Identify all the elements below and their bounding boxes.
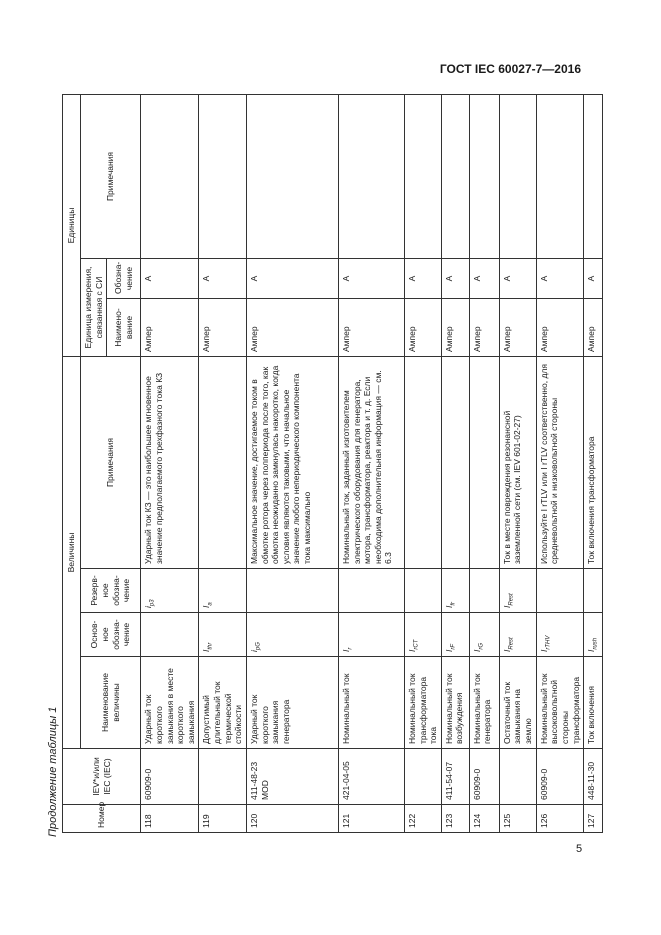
row-name: Номинальный ток	[338, 657, 404, 749]
row-main-symbol: $I_{rush}$	[584, 613, 603, 657]
col-main-symbol: Основ-ное обозна-чение	[81, 613, 141, 657]
row-main-symbol: $i_{pG}$	[246, 613, 338, 657]
col-unit-symbol: Обозна-чение	[107, 259, 141, 299]
col-group-quantity: Величины	[63, 357, 81, 749]
row-unit-name: Ампер	[404, 299, 441, 357]
col-iev: IEV*и/или IEC (IEC)	[63, 749, 141, 805]
row-remarks: Используйте I rTLV или I rTLV соответственно, для средневольтной и низковольтной стороны	[536, 357, 584, 569]
row-number: 118	[141, 805, 199, 833]
row-unit-symbol: A	[199, 259, 247, 299]
row-unit-symbol: A	[584, 259, 603, 299]
row-unit-symbol: A	[246, 259, 338, 299]
row-remarks	[441, 357, 469, 569]
row-reserve-symbol	[469, 569, 499, 613]
row-unit-symbol: A	[338, 259, 404, 299]
row-unit-name: Ампер	[246, 299, 338, 357]
standard-header: ГОСТ IEC 60027-7—2016	[439, 62, 581, 76]
row-unit-notes	[469, 95, 499, 259]
col-si-units: Единица измерения, связанная с СИ	[81, 259, 107, 357]
row-reserve-symbol	[536, 569, 584, 613]
table-row	[536, 95, 584, 833]
table-row	[199, 95, 247, 833]
row-name: Номинальный ток генератора	[469, 657, 499, 749]
row-unit-notes	[141, 95, 199, 259]
row-unit-symbol: A	[499, 259, 536, 299]
row-unit-name: Ампер	[469, 299, 499, 357]
row-iev: 60909-0	[141, 749, 199, 805]
table-row	[338, 95, 404, 833]
row-main-symbol	[141, 613, 199, 657]
row-name: Номинальный ток возбуждения	[441, 657, 469, 749]
table-row	[141, 95, 199, 833]
row-number: 126	[536, 805, 584, 833]
row-number: 123	[441, 805, 469, 833]
row-reserve-symbol	[584, 569, 603, 613]
table-row	[404, 95, 441, 833]
row-remarks: Максимальное значение, достигаемое током в обмотке ротора через полпериода после того, как обмотка неожиданно замкнулась накоротко, когда условия являются таковыми, что начальное значение любого непериодического компонента тока максимально	[246, 357, 338, 569]
row-unit-notes	[199, 95, 247, 259]
row-main-symbol: $I_{rF}$	[441, 613, 469, 657]
table-row	[584, 95, 603, 833]
table-caption: Продолжение таблицы 1	[47, 706, 59, 837]
table-stage	[62, 95, 599, 833]
row-remarks: Номинальный ток, заданный изготовителем электрического оборудования для генератора, мотора, трансформатора, реактора и т. д. Если необходима дополнительная информация — см. 6.3	[338, 357, 404, 569]
row-remarks: Ток включения трансформатора	[584, 357, 603, 569]
row-reserve-symbol: $i_{p3}$	[141, 569, 199, 613]
row-name: Допустимый длительный ток термической стойкости	[199, 657, 247, 749]
row-number: 120	[246, 805, 338, 833]
row-remarks: Ударный ток КЗ — это наибольшее мгновенное значение предполагаемого трехфазного тока КЗ	[141, 357, 199, 569]
rotated-table-wrapper	[62, 95, 599, 833]
row-remarks: Ток в месте повреждения резонансной заземленной сети (см. IEV 601-02-27)	[499, 357, 536, 569]
row-unit-notes	[404, 95, 441, 259]
table-row	[469, 95, 499, 833]
row-iev: 60909-0	[536, 749, 584, 805]
col-remarks: Примечания	[81, 357, 141, 569]
row-unit-symbol: A	[404, 259, 441, 299]
row-main-symbol: $I_{thr}$	[199, 613, 247, 657]
row-number: 119	[199, 805, 247, 833]
row-main-symbol: $I_{rG}$	[469, 613, 499, 657]
row-main-symbol: $I_{Rest}$	[499, 613, 536, 657]
row-name: Ток включения	[584, 657, 603, 749]
row-iev	[199, 749, 247, 805]
row-reserve-symbol	[246, 569, 338, 613]
row-unit-notes	[441, 95, 469, 259]
row-main-symbol: $I_r$	[338, 613, 404, 657]
row-reserve-symbol: $I_{fr}$	[441, 569, 469, 613]
row-number: 124	[469, 805, 499, 833]
row-number: 125	[499, 805, 536, 833]
col-reserve-symbol: Резерв-ное обозна-чение	[81, 569, 141, 613]
row-reserve-symbol: $I_a$	[199, 569, 247, 613]
row-remarks	[199, 357, 247, 569]
row-unit-name: Ампер	[536, 299, 584, 357]
row-number: 121	[338, 805, 404, 833]
row-name: Номинальный ток трансформатора тока	[404, 657, 441, 749]
row-remarks	[404, 357, 441, 569]
col-units-notes: Примечания	[81, 95, 141, 259]
page-number: 5	[576, 843, 583, 855]
row-unit-symbol: A	[441, 259, 469, 299]
row-reserve-symbol	[404, 569, 441, 613]
row-main-symbol: $I_{rCT}$	[404, 613, 441, 657]
col-unit-name: Наимено-вание	[107, 299, 141, 357]
row-unit-notes	[536, 95, 584, 259]
col-number: Номер	[63, 805, 141, 833]
row-name: Ударный ток короткого замыкания генератора	[246, 657, 338, 749]
row-remarks	[469, 357, 499, 569]
row-number: 127	[584, 805, 603, 833]
row-unit-name: Ампер	[338, 299, 404, 357]
row-unit-name: Ампер	[441, 299, 469, 357]
row-reserve-symbol	[338, 569, 404, 613]
row-iev: 60909-0	[469, 749, 499, 805]
row-iev: 448-11-30	[584, 749, 603, 805]
row-unit-notes	[499, 95, 536, 259]
row-unit-name: Ампер	[141, 299, 199, 357]
row-unit-symbol: A	[141, 259, 199, 299]
table-row	[246, 95, 338, 833]
row-name: Остаточный ток замыкания на землю	[499, 657, 536, 749]
row-number: 122	[404, 805, 441, 833]
row-unit-notes	[584, 95, 603, 259]
row-unit-symbol: A	[536, 259, 584, 299]
col-name: Наименование величины	[81, 657, 141, 749]
row-unit-notes	[246, 95, 338, 259]
row-unit-name: Ампер	[499, 299, 536, 357]
row-iev: 411-48-23 MOD	[246, 749, 338, 805]
row-iev: 421-04-05	[338, 749, 404, 805]
row-unit-notes	[338, 95, 404, 259]
col-group-units: Единицы	[63, 95, 81, 357]
row-main-symbol: $I_{rTHV}$	[536, 613, 584, 657]
row-iev	[404, 749, 441, 805]
row-iev	[499, 749, 536, 805]
row-unit-name: Ампер	[584, 299, 603, 357]
row-unit-name: Ампер	[199, 299, 247, 357]
quantities-table	[62, 94, 603, 833]
row-name: Номинальный ток высоковольтной стороны трансформатора	[536, 657, 584, 749]
row-iev: 411-54-07	[441, 749, 469, 805]
table-row	[499, 95, 536, 833]
row-unit-symbol: A	[469, 259, 499, 299]
row-reserve-symbol: $I_{Rest}$	[499, 569, 536, 613]
row-name: Ударный ток короткого замыкания в месте короткого замыкания	[141, 657, 199, 749]
table-row	[441, 95, 469, 833]
